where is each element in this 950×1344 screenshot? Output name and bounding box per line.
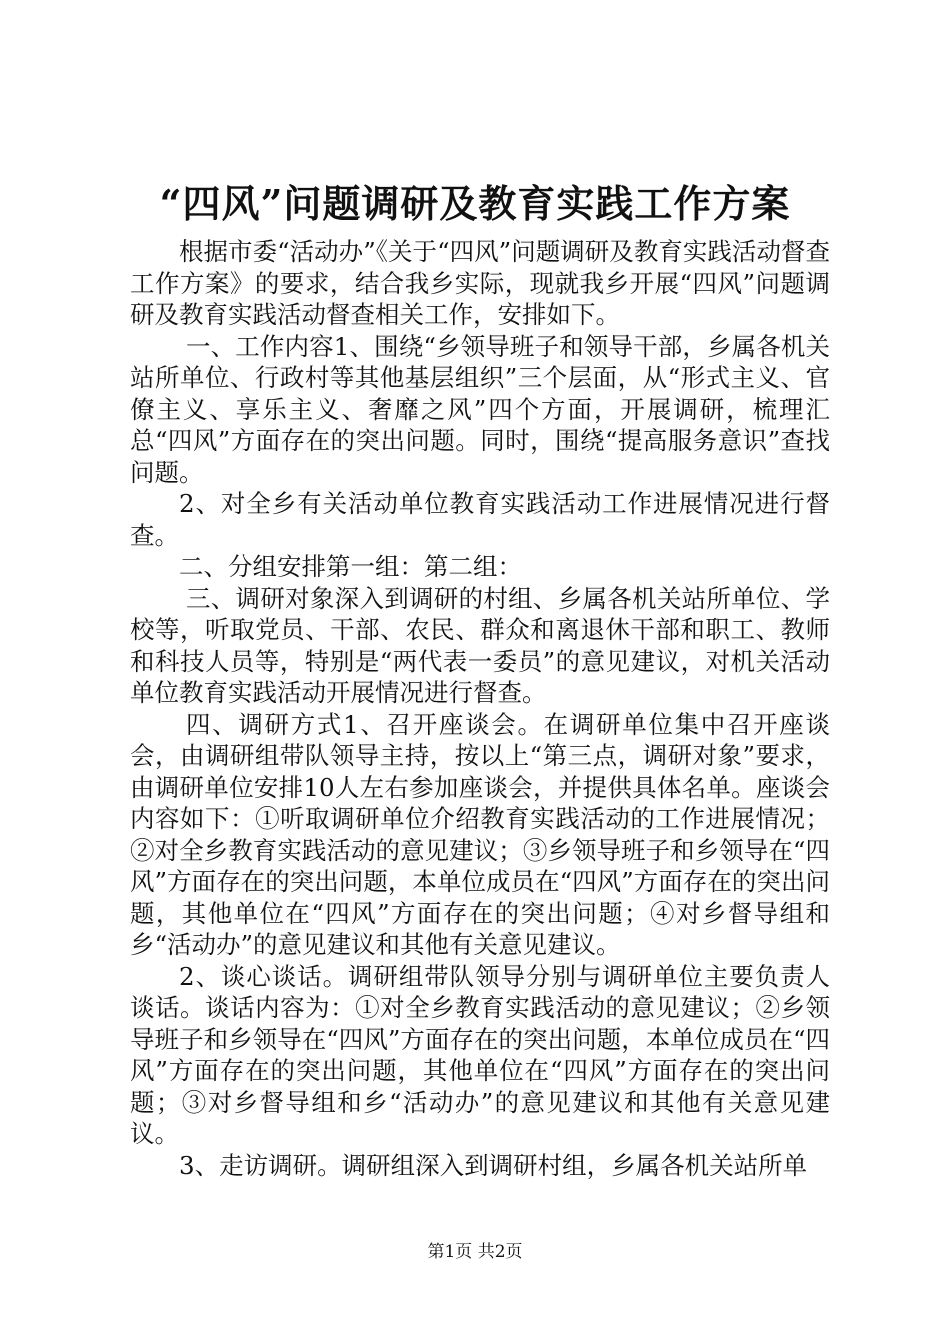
paragraph-supervision: 2、对全乡有关活动单位教育实践活动工作进展情况进行督查。 bbox=[130, 489, 830, 550]
paragraph-survey-targets: 三、调研对象深入到调研的村组、乡属各机关站所单位、学校等，听取党员、干部、农民、群众和离退休干部和职工、教师和科技人员等，特别是“两代表一委员”的意见建议，对机关活动单位教育实践活动开展情况进行督查。 bbox=[130, 583, 830, 707]
paragraph-survey-methods: 四、调研方式1、召开座谈会。在调研单位集中召开座谈会，由调研组带队领导主持，按以上“第三点，调研对象”要求，由调研单位安排10人左右参加座谈会，并提供具体名单。座谈会内容如下：①听取调研单位介绍教育实践活动的工作进展情况；②对全乡教育实践活动的意见建议；③乡领导班子和乡领导在“四风”方面存在的突出问题，本单位成员在“四风”方面存在的突出问题，其他单位在“四风”方面存在的突出问题；④对乡督导组和乡“活动办”的意见建议和其他有关意见建议。 bbox=[130, 709, 830, 959]
paragraph-intro: 根据市委“活动办”《关于“四风”问题调研及教育实践活动督查工作方案》的要求，结合我乡实际，现就我乡开展“四风”问题调研及教育实践活动督查相关工作，安排如下。 bbox=[130, 237, 830, 329]
document-title: “四风”问题调研及教育实践工作方案 bbox=[159, 181, 791, 226]
paragraph-groups: 二、分组安排第一组：第二组： bbox=[179, 552, 522, 581]
paragraph-work-content: 一、工作内容1、围绕“乡领导班子和领导干部，乡属各机关站所单位、行政村等其他基层组织”三个层面，从“形式主义、官僚主义、享乐主义、奢靡之风”四个方面，开展调研，梳理汇总“四风”方面存在的突出问题。同时，围绕“提高服务意识”查找问题。 bbox=[130, 331, 830, 487]
page-number-footer: 第1页 共2页 bbox=[427, 1242, 523, 1262]
paragraph-talks: 2、谈心谈话。调研组带队领导分别与调研单位主要负责人谈话。谈话内容为：①对全乡教育实践活动的意见建议；②乡领导班子和乡领导在“四风”方面存在的突出问题，本单位成员在“四风”方面存在的突出问题，其他单位在“四风”方面存在的突出问题；③对乡督导组和乡“活动办”的意见建议和其他有关意见建议。 bbox=[130, 961, 830, 1148]
paragraph-visits: 3、走访调研。调研组深入到调研村组，乡属各机关站所单 bbox=[179, 1150, 808, 1180]
document-body bbox=[130, 236, 830, 1181]
